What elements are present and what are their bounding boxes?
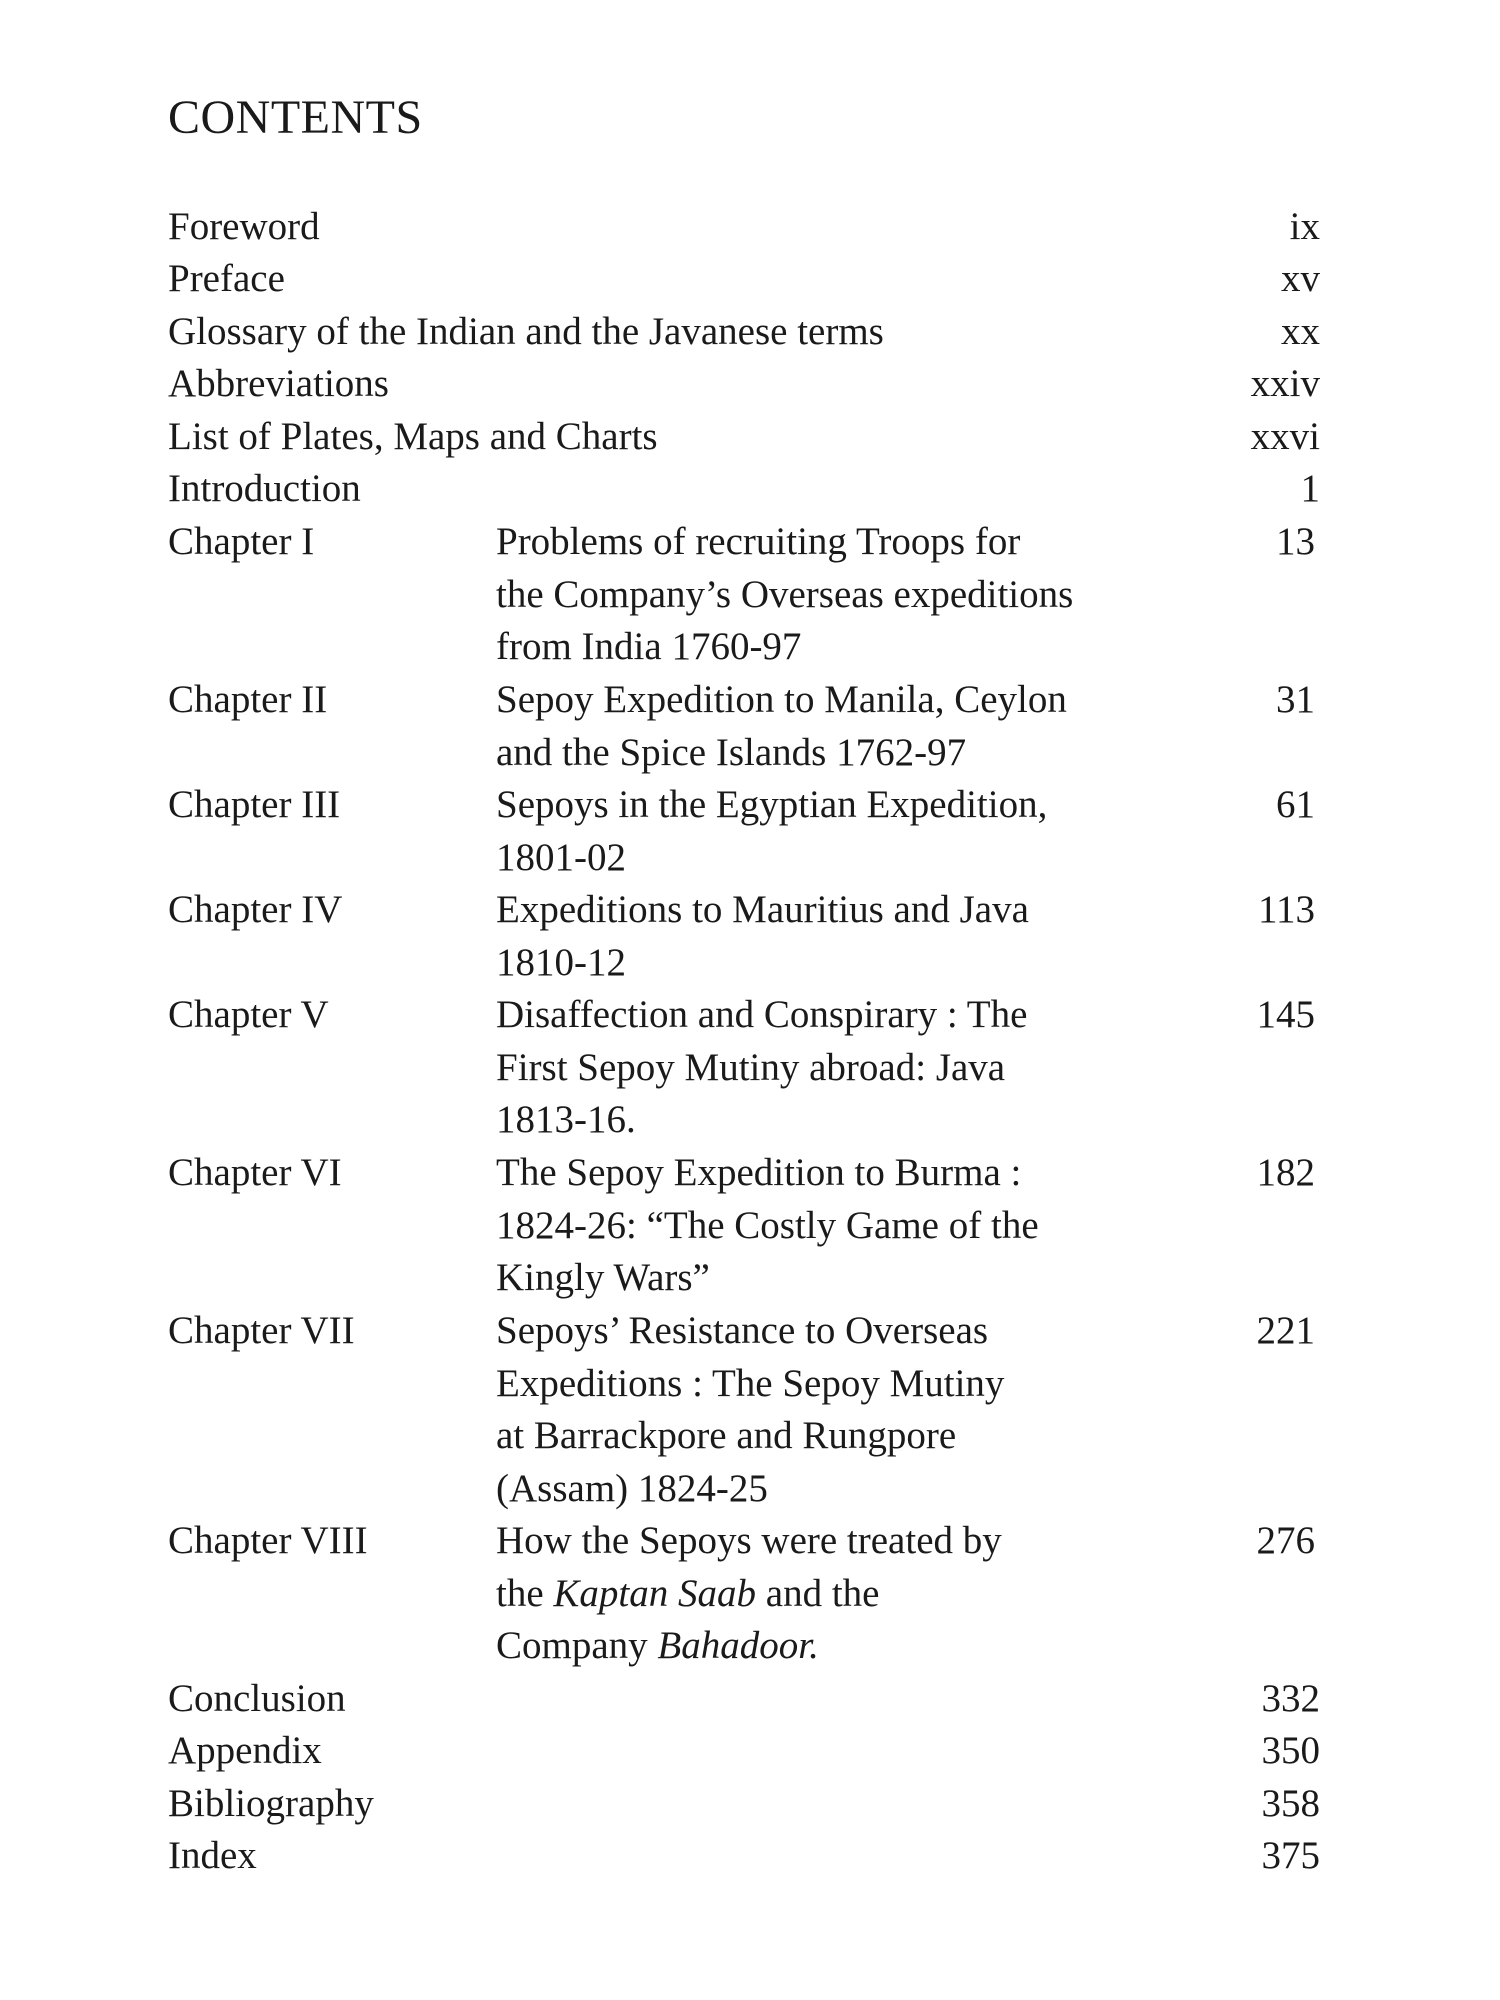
chapter-title-line: 1801-02 xyxy=(496,835,626,879)
chapter-title-text: the xyxy=(496,1571,554,1615)
chapter-label: Chapter IV xyxy=(168,888,343,931)
chapter-label: Chapter III xyxy=(168,783,341,826)
chapter-title-line: The Sepoy Expedition to Burma : xyxy=(496,1151,1022,1194)
chapter-title-text: and the xyxy=(756,1571,880,1615)
chapter-title xyxy=(496,674,1186,779)
toc-page-number: xxvi xyxy=(1250,415,1320,458)
chapter-title-line: Sepoy Expedition to Manila, Ceylon xyxy=(496,678,1067,721)
chapter-title-line: First Sepoy Mutiny abroad: Java xyxy=(496,1045,1006,1089)
toc-entry-label: Bibliography xyxy=(168,1782,374,1825)
chapter-title-line: Sepoys’ Resistance to Overseas xyxy=(496,1309,989,1352)
toc-entry-label: List of Plates, Maps and Charts xyxy=(168,415,658,458)
chapter-title-line xyxy=(496,1568,1186,1621)
chapter-title-line: from India 1760-97 xyxy=(496,625,802,668)
toc-page-number: 350 xyxy=(1261,1729,1320,1772)
chapter-title-text: Company xyxy=(496,1624,658,1667)
chapter-title xyxy=(496,1305,1186,1515)
chapter-title xyxy=(496,989,1186,1147)
toc-page-number: ix xyxy=(1289,205,1320,248)
page-title: CONTENTS xyxy=(168,91,423,144)
chapter-title-line: 1824-26: “The Costly Game of the xyxy=(496,1203,1039,1247)
chapter-title-line: and the Spice Islands 1762-97 xyxy=(496,730,967,774)
chapter-title-line: (Assam) 1824-25 xyxy=(496,1466,768,1510)
chapter-title-line: How the Sepoys were treated by xyxy=(496,1519,1002,1562)
toc-entry-label: Preface xyxy=(168,257,285,300)
chapter-title-line: 1810-12 xyxy=(496,940,626,984)
chapter-title-line: Problems of recruiting Troops for xyxy=(496,520,1021,563)
toc-entry-label: Conclusion xyxy=(168,1677,346,1720)
chapter-title-line: 1813-16. xyxy=(496,1098,636,1141)
toc-page-number: 276 xyxy=(1256,1519,1315,1562)
toc-page-number: xx xyxy=(1281,310,1320,353)
toc-entry-label: Appendix xyxy=(168,1729,322,1772)
chapter-title-line: Expeditions to Mauritius and Java xyxy=(496,888,1029,931)
toc-entry-label: Index xyxy=(168,1834,257,1877)
toc-page-number: xv xyxy=(1281,257,1320,300)
toc-page-number: 145 xyxy=(1256,993,1315,1036)
toc-page-number: xxiv xyxy=(1250,362,1320,405)
chapter-label: Chapter II xyxy=(168,678,328,721)
chapter-title xyxy=(496,516,1186,674)
chapter-title-line: Sepoys in the Egyptian Expedition, xyxy=(496,783,1048,826)
toc-page-number: 13 xyxy=(1276,520,1315,563)
toc-entry-label: Glossary of the Indian and the Javanese terms xyxy=(168,310,884,353)
chapter-title-line: the Company’s Overseas expeditions xyxy=(496,572,1074,616)
chapter-title-line: Kingly Wars” xyxy=(496,1256,710,1299)
chapter-title xyxy=(496,1515,1186,1673)
toc-page-number: 375 xyxy=(1261,1834,1320,1877)
toc-page-number: 358 xyxy=(1261,1782,1320,1825)
chapter-title xyxy=(496,884,1186,989)
chapter-label: Chapter V xyxy=(168,993,329,1036)
toc-page-number: 1 xyxy=(1300,467,1320,510)
chapter-title-italic: Bahadoor. xyxy=(657,1624,819,1667)
toc-entry-label: Abbreviations xyxy=(168,362,389,405)
toc-page-number: 61 xyxy=(1276,783,1315,826)
chapter-label: Chapter VIII xyxy=(168,1519,368,1562)
chapter-title-line: Disaffection and Conspirary : The xyxy=(496,993,1028,1036)
toc-page-number: 221 xyxy=(1256,1309,1315,1352)
chapter-title-line xyxy=(496,1620,1186,1673)
toc-page-number: 332 xyxy=(1261,1677,1320,1720)
toc-page-number: 182 xyxy=(1256,1151,1315,1194)
toc-page-number: 113 xyxy=(1257,888,1315,931)
toc-page-number: 31 xyxy=(1276,678,1315,721)
toc-entry-label: Foreword xyxy=(168,205,320,248)
chapter-title-line: Expeditions : The Sepoy Mutiny xyxy=(496,1361,1005,1405)
chapter-title xyxy=(496,1147,1186,1305)
chapter-title-line: at Barrackpore and Rungpore xyxy=(496,1414,957,1457)
toc-entry-label: Introduction xyxy=(168,467,361,510)
chapter-label: Chapter VI xyxy=(168,1151,342,1194)
chapter-title-italic: Kaptan Saab xyxy=(553,1571,757,1615)
chapter-label: Chapter VII xyxy=(168,1309,355,1352)
chapter-title xyxy=(496,779,1186,884)
chapter-label: Chapter I xyxy=(168,520,315,563)
